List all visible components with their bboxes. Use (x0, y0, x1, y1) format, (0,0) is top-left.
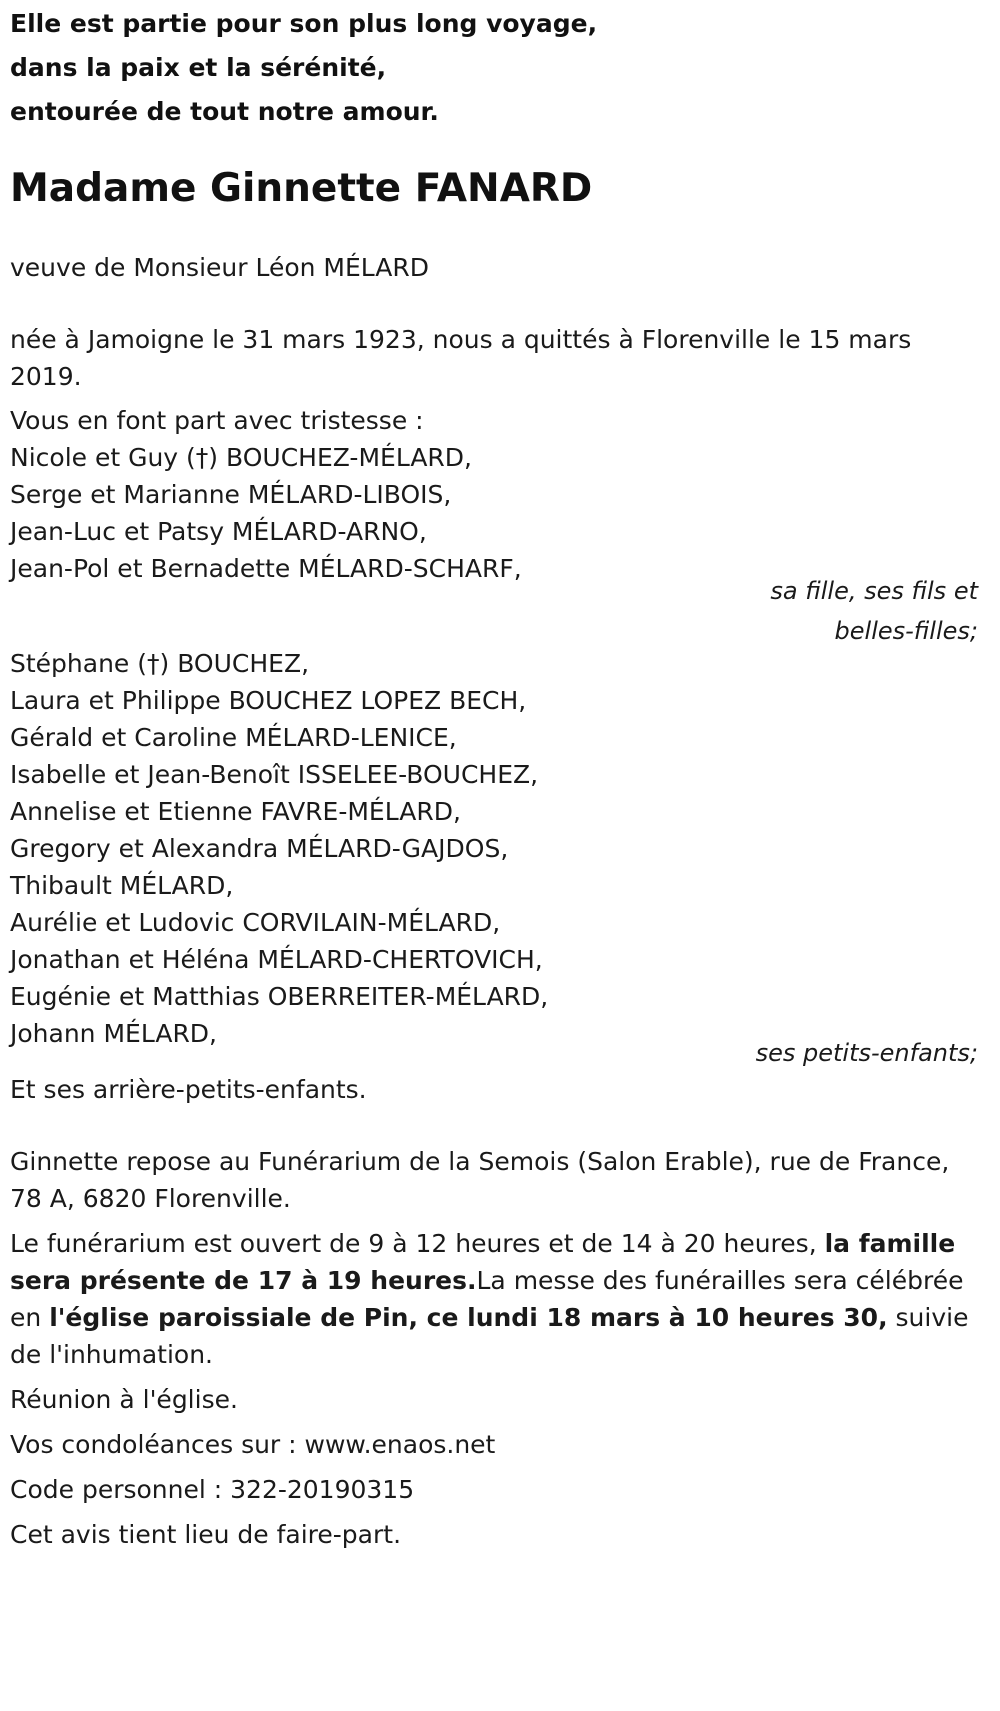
family-line: Jean-Luc et Patsy MÉLARD-ARNO, (10, 517, 427, 546)
personal-code: Code personnel : 322-20190315 (10, 1475, 415, 1504)
funeral-hours (10, 1225, 985, 1373)
children-role-line: belles-filles; (834, 617, 978, 645)
family-list (10, 402, 990, 587)
family-line: Serge et Marianne MÉLARD-LIBOIS, (10, 480, 452, 509)
grandchild-line: Stéphane (†) BOUCHEZ, (10, 649, 310, 678)
poem-line: Elle est partie pour son plus long voyage, (10, 9, 598, 38)
condolences: Vos condoléances sur : www.enaos.net (10, 1430, 496, 1459)
grandchild-line: Gérald et Caroline MÉLARD-LENICE, (10, 723, 457, 752)
grandchild-line: Annelise et Etienne FAVRE-MÉLARD, (10, 797, 461, 826)
family-line: Jean-Pol et Bernadette MÉLARD-SCHARF, (10, 554, 522, 583)
grandchild-line: Aurélie et Ludovic CORVILAIN-MÉLARD, (10, 908, 501, 937)
grandchildren-list (10, 645, 990, 1052)
hours-text: La messe des funérailles sera célébrée en (10, 1266, 964, 1332)
poem (10, 2, 990, 134)
great-grandchildren: Et ses arrière-petits-enfants. (10, 1075, 367, 1104)
meeting: Réunion à l'église. (10, 1385, 238, 1414)
children-role (770, 571, 978, 651)
widow-of: veuve de Monsieur Léon MÉLARD (10, 253, 430, 282)
family-line: Nicole et Guy (†) BOUCHEZ-MÉLARD, (10, 443, 472, 472)
hours-text: suivie de l'inhumation. (10, 1303, 969, 1369)
hours-ceremony-location: l'église paroissiale de Pin, ce lundi 18 mars à 10 heures 30, (49, 1303, 888, 1332)
deceased-name: Madame Ginnette FANARD (10, 166, 593, 211)
grandchildren-role: ses petits-enfants; (755, 1039, 978, 1067)
grandchild-line: Isabelle et Jean-Benoît ISSELEE-BOUCHEZ, (10, 760, 539, 789)
grandchild-line: Jonathan et Héléna MÉLARD-CHERTOVICH, (10, 945, 543, 974)
announce-intro: Vous en font part avec tristesse : (10, 406, 424, 435)
grandchild-line: Eugénie et Matthias OBERREITER-MÉLARD, (10, 982, 549, 1011)
notice: Cet avis tient lieu de faire-part. (10, 1520, 402, 1549)
poem-line: dans la paix et la sérénité, (10, 53, 387, 82)
poem-line: entourée de tout notre amour. (10, 97, 439, 126)
hours-family-presence: la famille sera présente de 17 à 19 heures. (10, 1229, 956, 1295)
grandchild-line: Johann MÉLARD, (10, 1019, 218, 1048)
grandchild-line: Gregory et Alexandra MÉLARD-GAJDOS, (10, 834, 509, 863)
repose-info: Ginnette repose au Funérarium de la Semois (Salon Erable), rue de France, 78 A, 6820 Florenville. (10, 1147, 950, 1213)
hours-text: Le funérarium est ouvert de 9 à 12 heures et de 14 à 20 heures, (10, 1229, 825, 1258)
grandchild-line: Laura et Philippe BOUCHEZ LOPEZ BECH, (10, 686, 527, 715)
children-role-line: sa fille, ses fils et (770, 577, 978, 605)
birth-death: née à Jamoigne le 31 mars 1923, nous a quittés à Florenville le 15 mars 2019. (10, 325, 912, 391)
grandchild-line: Thibault MÉLARD, (10, 871, 234, 900)
